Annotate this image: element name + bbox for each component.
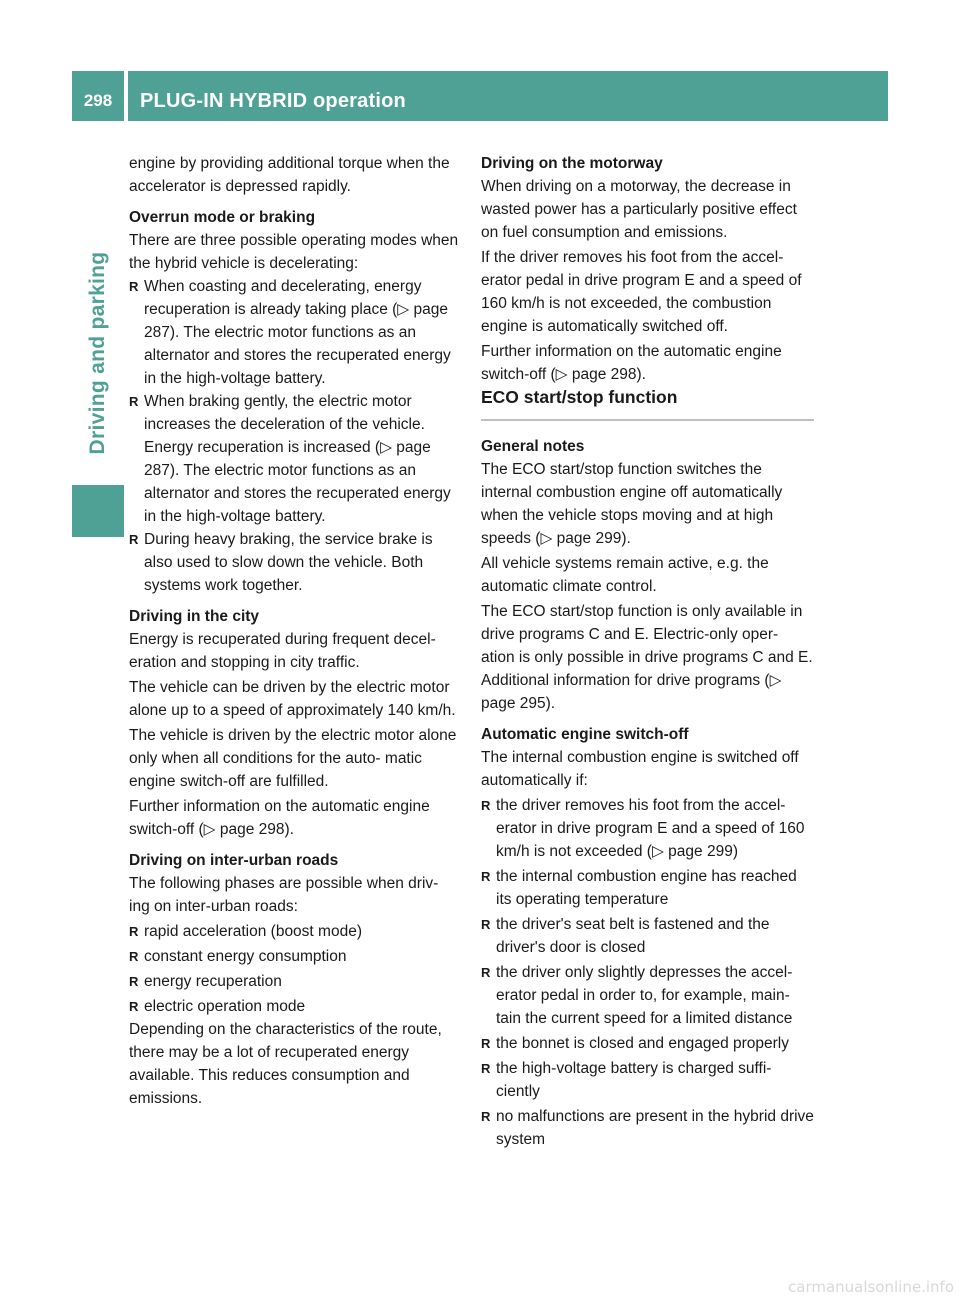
bullet-icon: R <box>129 532 139 547</box>
list-item: R When braking gently, the electric motor increases the deceleration of the vehicle. Energy recuperation is increased (▷ page 287). The electric motor functions as an alternator and stores the recuperated energy in the high-voltage battery. <box>129 390 462 528</box>
overrun-text: There are three possible operating modes when the hybrid vehicle is decelerating: <box>129 232 459 272</box>
bullet-icon: R <box>481 1036 491 1051</box>
inter-urban-text: The following phases are possible when driv- ing on inter-urban roads: <box>129 875 439 915</box>
auto-text: The internal combustion engine is switched off automatically if: <box>481 749 799 789</box>
side-tab-label: Driving and parking <box>86 251 109 455</box>
city-paragraph: The vehicle can be driven by the electric motor alone up to a speed of approximately 140 km/h. <box>129 679 456 719</box>
bullet-icon: R <box>481 798 491 813</box>
list-item: R rapid acceleration (boost mode) <box>129 920 462 943</box>
bullet-icon: R <box>481 917 491 932</box>
heading-inter-urban: Driving on inter-urban roads <box>129 852 339 869</box>
heading-general-notes: General notes <box>481 438 585 455</box>
auto-switch-off-list <box>481 794 814 1151</box>
motorway-paragraph: When driving on a motorway, the decrease in wasted power has a particularly positive effect on fuel consumption and emissions. <box>481 178 797 241</box>
bullet-icon: R <box>129 949 139 964</box>
bullet-icon: R <box>129 999 139 1014</box>
bullet-icon: R <box>129 974 139 989</box>
watermark: carmanualsonline.info <box>788 1278 954 1296</box>
bullet-icon: R <box>129 394 139 409</box>
list-item: R no malfunctions are present in the hybrid drive system <box>481 1105 814 1151</box>
motorway-paragraph: Further information on the automatic engine switch-off (▷ page 298). <box>481 343 782 383</box>
bullet-icon: R <box>481 1061 491 1076</box>
list-item: R the driver removes his foot from the accel- erator in drive program E and a speed of 160 km/h is not exceeded (▷ page 299) <box>481 794 814 863</box>
bullet-icon: R <box>129 279 139 294</box>
heading-city: Driving in the city <box>129 608 260 625</box>
page-title: PLUG-IN HYBRID operation <box>140 90 406 112</box>
header-divider <box>124 71 128 121</box>
city-paragraph: Energy is recuperated during frequent decel- eration and stopping in city traffic. <box>129 631 436 671</box>
list-item: R When coasting and decelerating, energy recuperation is already taking place (▷ page 287). The electric motor functions as an alternator and stores the recuperated energy in the high-voltage battery. <box>129 275 462 390</box>
section-title-eco: ECO start/stop function <box>481 386 814 421</box>
city-paragraph: The vehicle is driven by the electric motor alone only when all conditions for the auto- matic engine switch-off are fulfilled. <box>129 727 457 790</box>
heading-overrun: Overrun mode or braking <box>129 209 316 226</box>
right-column <box>481 152 814 1151</box>
eco-paragraph: The ECO start/stop function is only available in drive programs C and E. Electric-only oper- ation is only possible in drive programs C and E. Additional information for drive programs (▷ page 295). <box>481 603 813 712</box>
list-item: R the internal combustion engine has reached its operating temperature <box>481 865 814 911</box>
side-tab-marker <box>72 485 124 537</box>
eco-paragraph: All vehicle systems remain active, e.g. the automatic climate control. <box>481 555 769 595</box>
inter-urban-closing: Depending on the characteristics of the route, there may be a lot of recuperated energy available. This reduces consumption and emissions. <box>129 1021 442 1107</box>
intro-paragraph: engine by providing additional torque when the accelerator is depressed rapidly. <box>129 155 450 195</box>
list-item: R During heavy braking, the service brake is also used to slow down the vehicle. Both systems work together. <box>129 528 462 597</box>
bullet-icon: R <box>129 924 139 939</box>
bullet-icon: R <box>481 965 491 980</box>
list-item: R the bonnet is closed and engaged properly <box>481 1032 814 1055</box>
heading-motorway: Driving on the motorway <box>481 155 663 172</box>
list-item: R the driver's seat belt is fastened and the driver's door is closed <box>481 913 814 959</box>
heading-auto-switch-off: Automatic engine switch-off <box>481 726 689 743</box>
list-item: R the high-voltage battery is charged suffi- ciently <box>481 1057 814 1103</box>
list-item: R constant energy consumption <box>129 945 462 968</box>
inter-urban-list <box>129 920 462 1018</box>
eco-paragraph: The ECO start/stop function switches the internal combustion engine off automatically when the vehicle stops moving and at high speeds (▷ page 299). <box>481 461 783 547</box>
list-item: R the driver only slightly depresses the accel- erator pedal in order to, for example, main- tain the current speed for a limited distance <box>481 961 814 1030</box>
page-number: 298 <box>83 91 113 110</box>
bullet-icon: R <box>481 869 491 884</box>
motorway-paragraph: If the driver removes his foot from the accel- erator pedal in drive program E and a speed of 160 km/h is not exceeded, the combustion engine is automatically switched off. <box>481 249 802 335</box>
left-column <box>129 152 462 1110</box>
list-item: R electric operation mode <box>129 995 462 1018</box>
list-item: R energy recuperation <box>129 970 462 993</box>
city-paragraph: Further information on the automatic engine switch-off (▷ page 298). <box>129 798 430 838</box>
overrun-list <box>129 275 462 597</box>
bullet-icon: R <box>481 1109 491 1124</box>
